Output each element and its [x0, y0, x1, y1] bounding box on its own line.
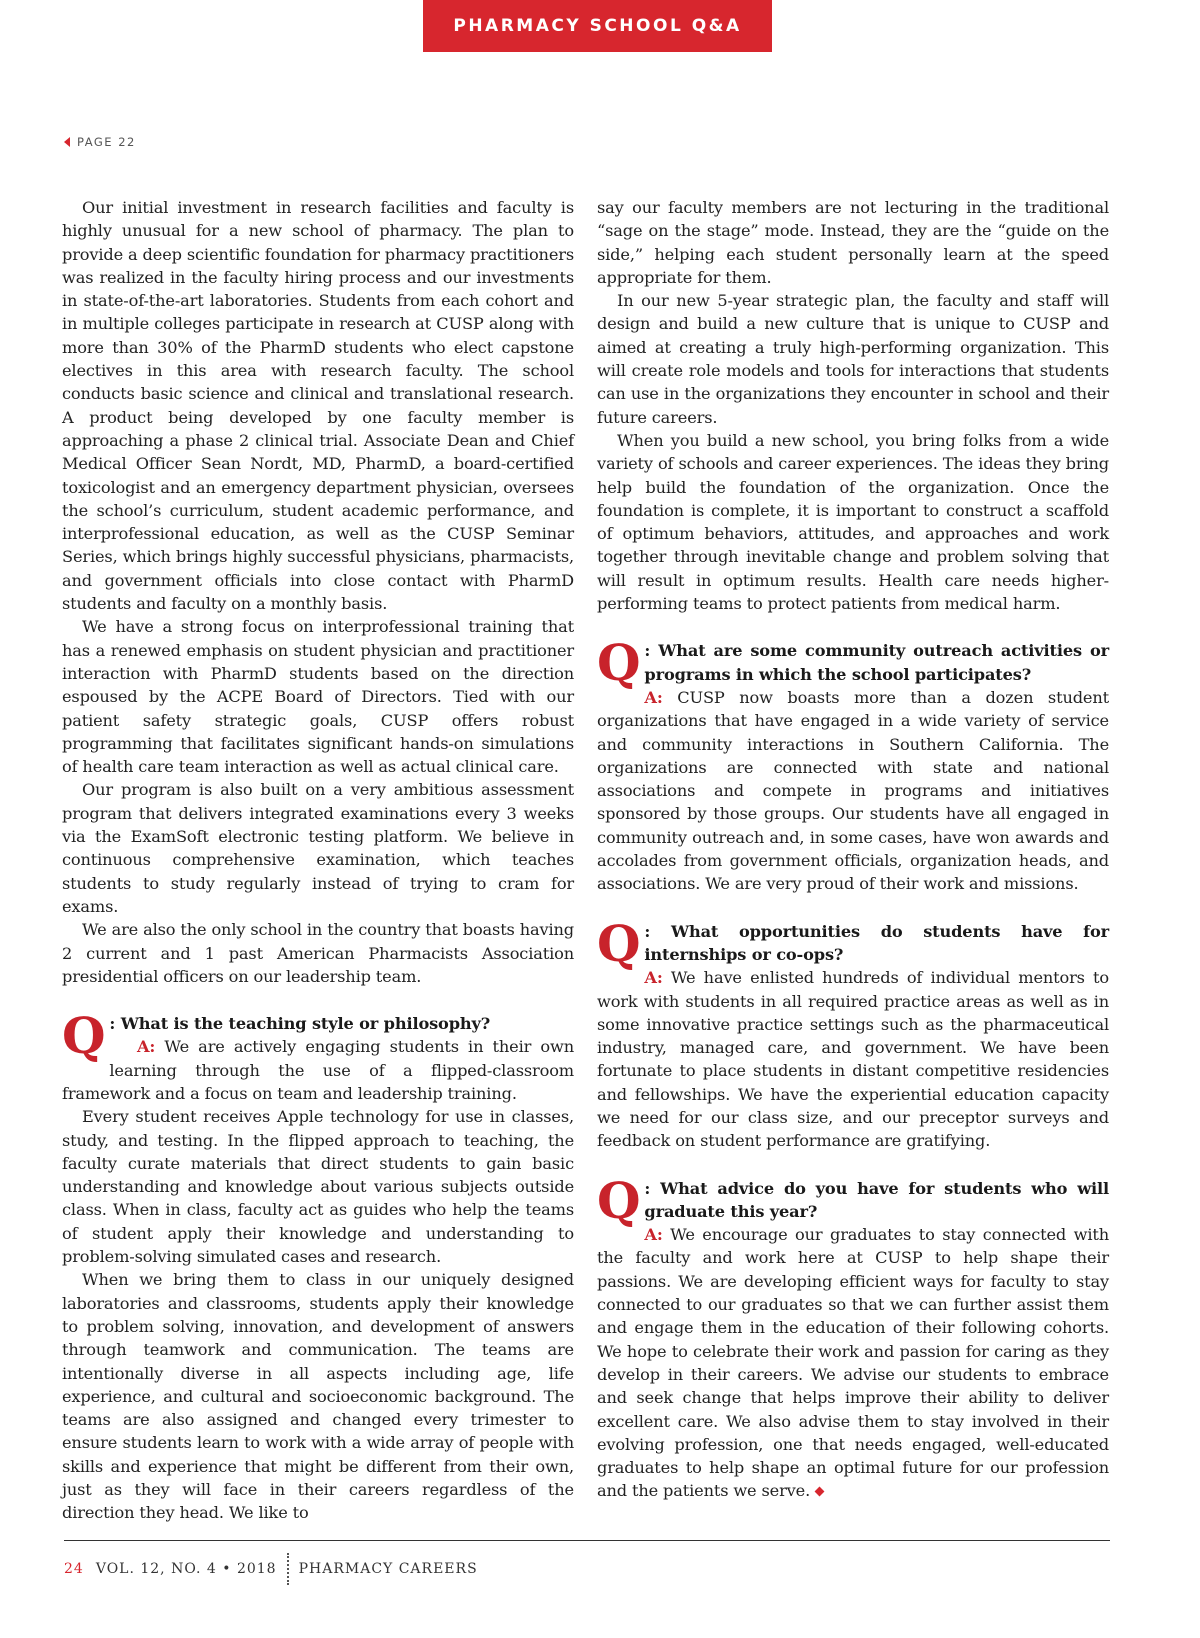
- paragraph: We have a strong focus on interprofessional training that has a renewed emphasis on student physician and practitioner interaction with PharmD students based on the direction espoused by the ACPE Board of Directors. Tied with our patient safety strategic goals, CUSP offers robust programming that facilitates significant hands-on simulations of health care team interaction as well as actual clinical care.: [62, 617, 574, 777]
- page-reference[interactable]: [64, 135, 136, 149]
- question-drop-letter: Q: [597, 633, 641, 693]
- footer-divider: [64, 1540, 1110, 1541]
- answer-label: A:: [644, 687, 663, 707]
- page-number: 24: [64, 1561, 84, 1577]
- question-text: : What are some community outreach activities or programs in which the school participates?: [644, 641, 1109, 684]
- publication-name: PHARMACY CAREERS: [298, 1561, 478, 1577]
- answer-paragraph: [62, 1035, 574, 1105]
- right-column: [597, 196, 1109, 1503]
- paragraph: say our faculty members are not lecturing in the traditional “sage on the stage” mode. Instead, they are the “guide on the side,” helping each student personally learn at the speed appropriate for them.: [597, 198, 1109, 287]
- paragraph: When you build a new school, you bring folks from a wide variety of schools and career experiences. The ideas they bring help build the foundation of the organization. Once the foundation is complete, it is important to construct a scaffold of optimum behaviors, attitudes, and approaches and work together through inevitable change and problem solving that will result in optimum results. Health care needs higher-performing teams to protect patients from medical harm.: [597, 430, 1109, 614]
- question-text: : What advice do you have for students who will graduate this year?: [644, 1178, 1109, 1221]
- issue-info: VOL. 12, NO. 4 • 2018: [95, 1561, 277, 1577]
- footer-separator: [287, 1553, 289, 1585]
- caret-left-icon: [64, 137, 70, 147]
- answer-paragraph: [597, 966, 1109, 1152]
- paragraph: Our initial investment in research facilities and faculty is highly unusual for a new school of pharmacy. The plan to provide a deep scientific foundation for pharmacy practitioners was realized in the faculty hiring process and our investments in state-of-the-art laboratories. Students from each cohort and in multiple colleges participate in research at CUSP along with more than 30% of the PharmD students who elect capstone electives in this area with research faculty. The school conducts basic science and clinical and translational research. A product being developed by one faculty member is approaching a phase 2 clinical trial. Associate Dean and Chief Medical Officer Sean Nordt, MD, PharmD, a board-certified toxicologist and an emergency department physician, oversees the school’s curriculum, student academic performance, and interprofessional education, as well as the CUSP Seminar Series, which brings highly successful physicians, pharmacists, and government officials into close contact with PharmD students and faculty on a monthly basis.: [62, 198, 574, 614]
- qa-graduate-advice: [597, 1170, 1109, 1503]
- answer-text: We are actively engaging students in their own learning through the use of a flipped-classroom framework and a focus on team and leadership training.: [62, 1037, 574, 1103]
- question-text: : What opportunities do students have for internships or co-ops?: [644, 921, 1109, 964]
- section-title: PHARMACY SCHOOL Q&A: [453, 16, 742, 36]
- footer: [64, 1555, 478, 1583]
- question-text: : What is the teaching style or philosophy?: [109, 1014, 491, 1034]
- end-diamond-icon: [815, 1487, 825, 1497]
- answer-label: A:: [644, 968, 663, 988]
- page-reference-label: PAGE 22: [77, 135, 136, 149]
- answer-label: A:: [644, 1225, 663, 1245]
- question-row: [597, 1170, 1109, 1230]
- question-drop-letter: Q: [597, 913, 641, 973]
- qa-internships: [597, 913, 1109, 1153]
- qa-teaching-style: [62, 1006, 574, 1105]
- answer-paragraph: [597, 1223, 1109, 1503]
- answer-text: CUSP now boasts more than a dozen student organizations that have engaged in a wide variety of service and community interactions in Southern California. The organizations are connected with state and national associations and compete in programs and initiatives sponsored by those groups. Our students have all engaged in community outreach and, in some cases, have won awards and accolades from government officials, organization heads, and associations. We are very proud of their work and missions.: [597, 687, 1109, 894]
- paragraph: We are also the only school in the country that boasts having 2 current and 1 past American Pharmacists Association presidential officers on our leadership team.: [62, 920, 574, 986]
- paragraph: Our program is also built on a very ambitious assessment program that delivers integrated examinations every 3 weeks via the ExamSoft electronic testing platform. We believe in continuous comprehensive examination, which teaches students to study regularly instead of trying to cram for exams.: [62, 780, 574, 916]
- paragraph: Every student receives Apple technology for use in classes, study, and testing. In the flipped approach to teaching, the faculty curate materials that direct students to gain basic understanding and knowledge about various subjects outside class. When in class, faculty act as guides who help the teams of student apply their knowledge and understanding to problem-solving simulated cases and research.: [62, 1107, 574, 1267]
- answer-text: We encourage our graduates to stay connected with the faculty and work here at CUSP to help shape their passions. We are developing efficient ways for faculty to stay connected to our graduates so that we can further assist them and engage them in the education of their following cohorts. We hope to celebrate their work and passion for caring as they develop in their careers. We advise our students to embrace and seek change that helps improve their ability to deliver excellent care. We also advise them to stay involved in their evolving profession, one that needs engaged, well-educated graduates to help shape an optimal future for our profession and the patients we serve.: [597, 1225, 1109, 1501]
- left-column: [62, 196, 574, 1525]
- paragraph: When we bring them to class in our uniquely designed laboratories and classrooms, students apply their knowledge to problem solving, innovation, and development of answers through teamwork and communication. The teams are intentionally diverse in all aspects including age, life experience, and cultural and socioeconomic background. The teams are also assigned and changed every trimester to ensure students learn to work with a wide array of people with skills and experience that might be different from their own, just as they will face in their careers regardless of the direction they head. We like to: [62, 1270, 574, 1523]
- question-row: [597, 633, 1109, 693]
- answer-text: We have enlisted hundreds of individual mentors to work with students in all required practice areas as well as in some innovative practice settings such as the pharmaceutical industry, managed care, and government. We have been fortunate to place students in distant competitive residencies and fellowships. We have the experiential education capacity we need for our class size, and our preceptor surveys and feedback on student performance are gratifying.: [597, 968, 1109, 1151]
- question-row: [597, 913, 1109, 973]
- qa-community-outreach: [597, 633, 1109, 895]
- question-row: [62, 1006, 574, 1066]
- question-drop-letter: Q: [597, 1170, 641, 1230]
- answer-paragraph: [597, 686, 1109, 896]
- section-tab: [423, 0, 772, 52]
- paragraph: In our new 5-year strategic plan, the faculty and staff will design and build a new culture that is unique to CUSP and aimed at creating a truly high-performing organization. This will create role models and tools for interactions that students can use in the organizations they encounter in school and their future careers.: [597, 291, 1109, 427]
- question-drop-letter: Q: [62, 1006, 106, 1066]
- answer-label: A:: [136, 1037, 156, 1057]
